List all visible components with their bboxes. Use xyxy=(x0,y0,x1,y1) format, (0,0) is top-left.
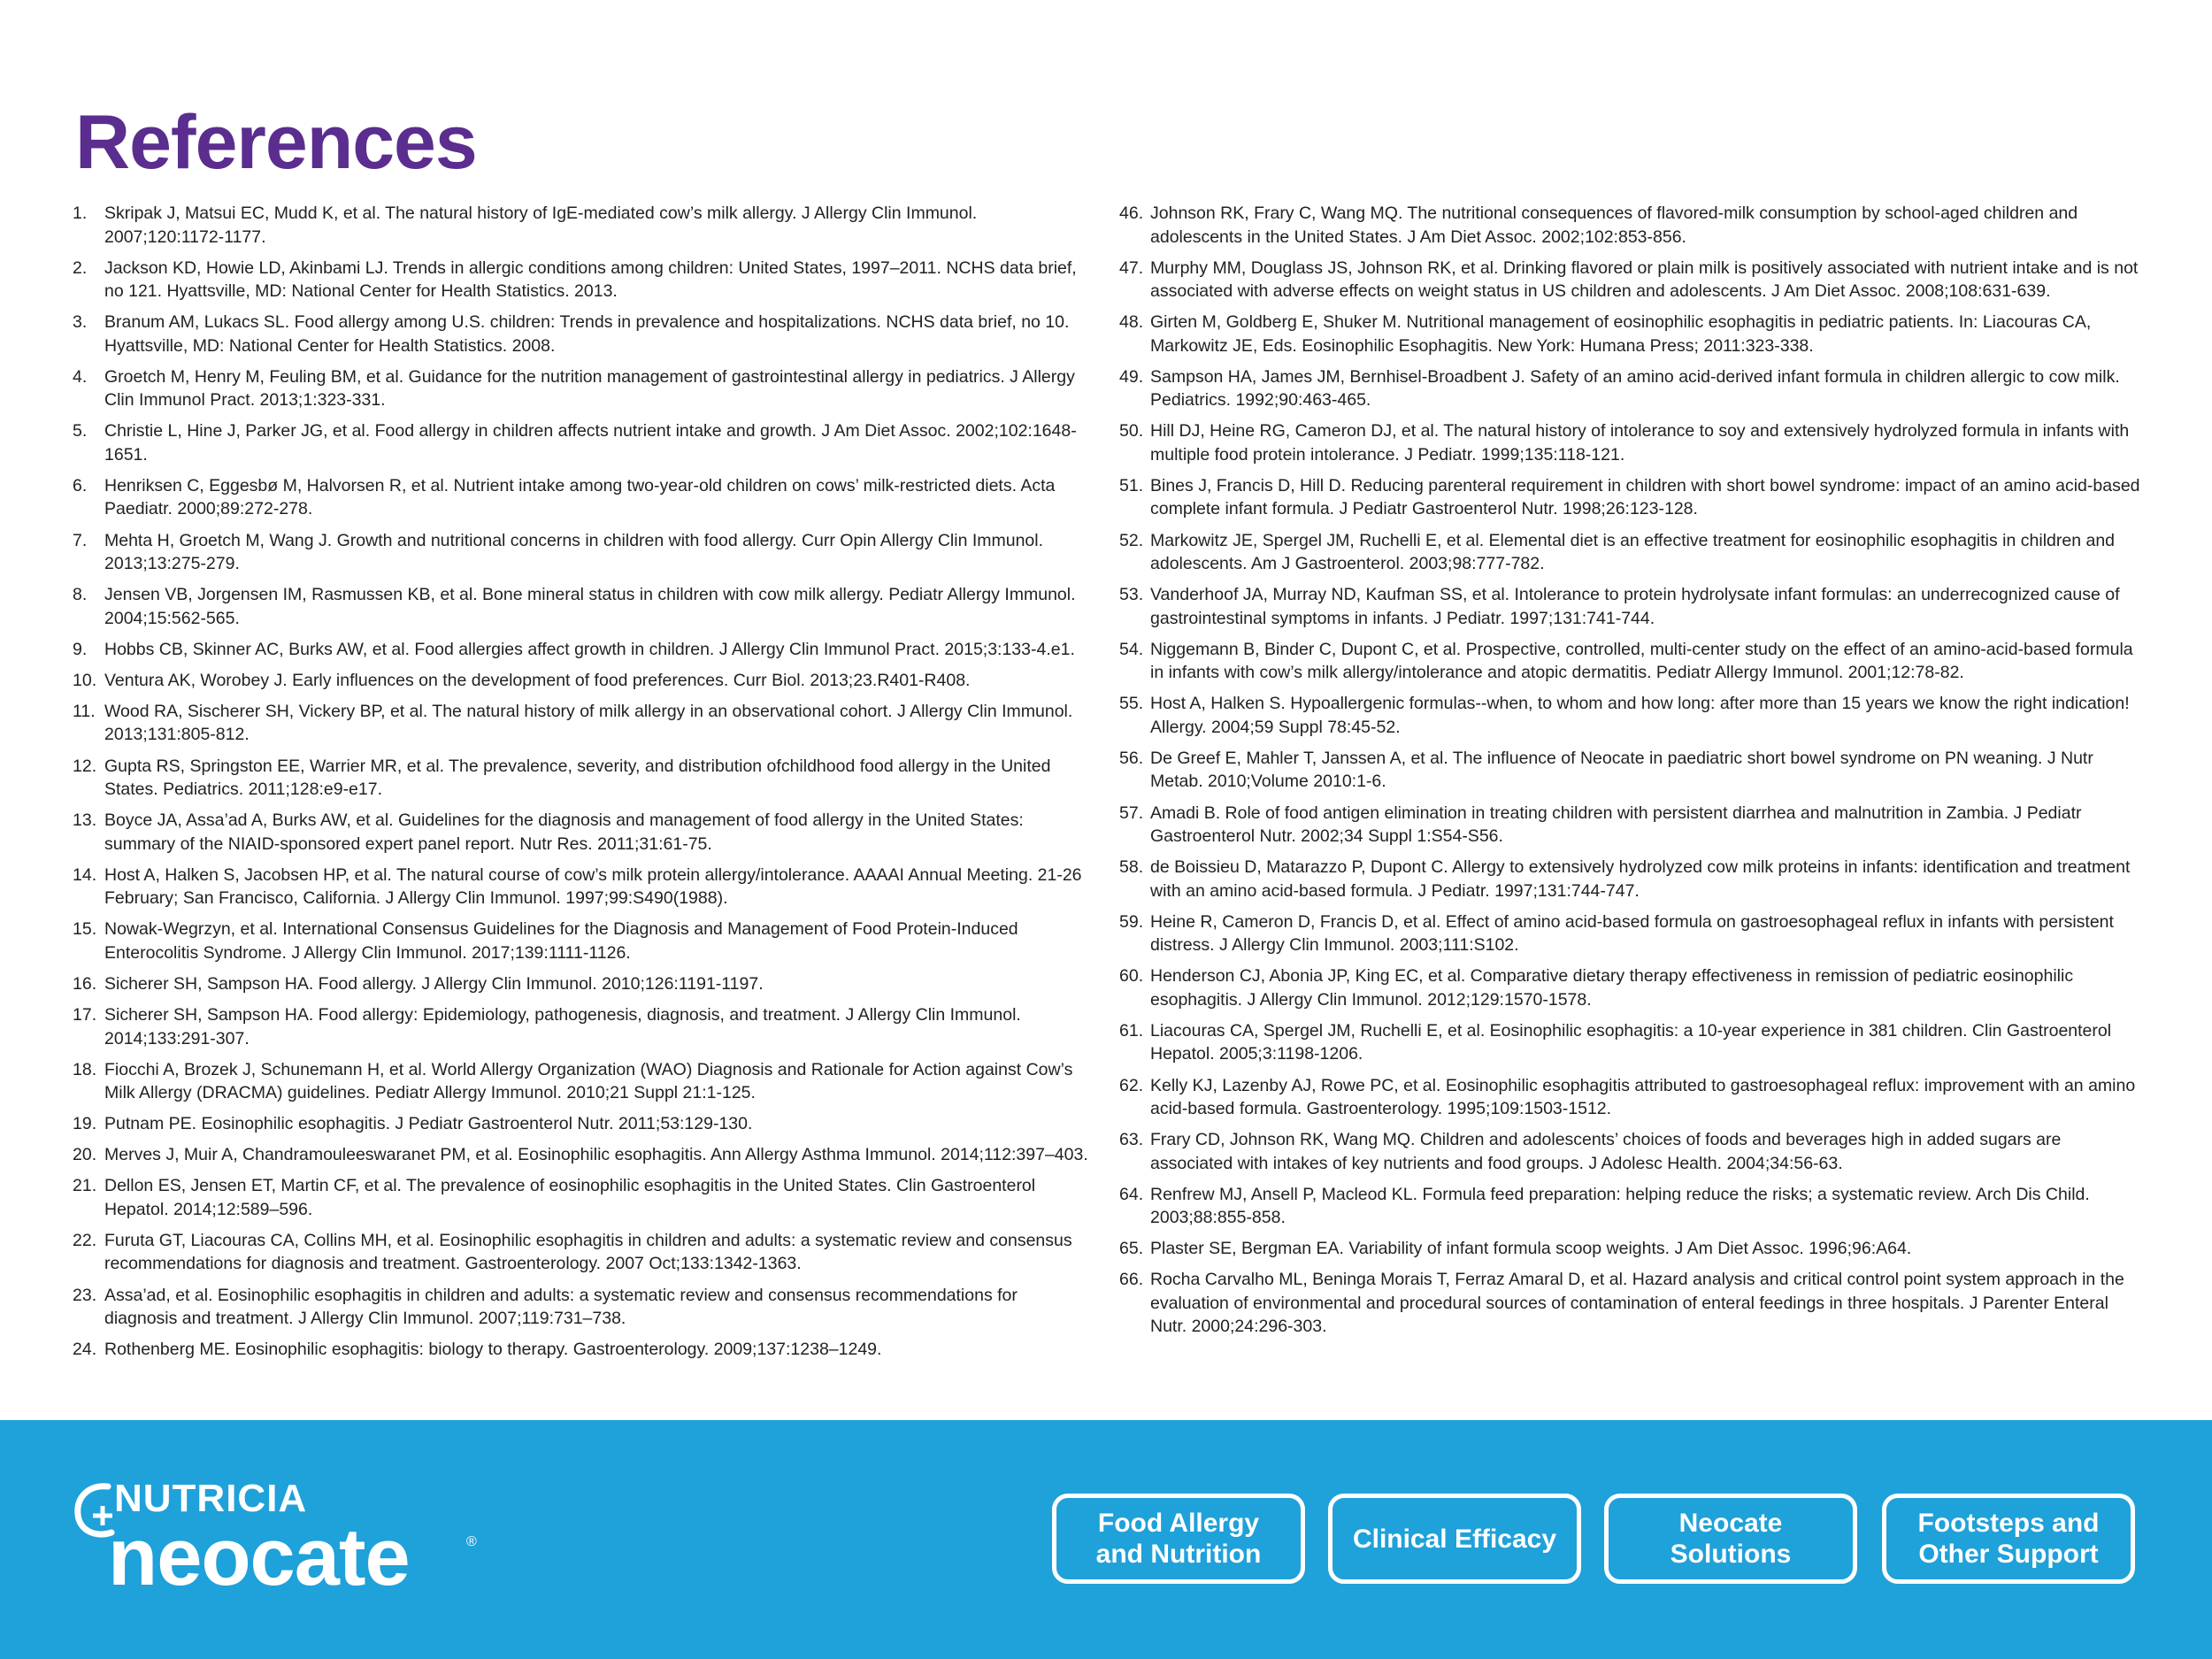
reference-item xyxy=(1119,202,2141,249)
reference-text: Rocha Carvalho ML, Beninga Morais T, Ferraz Amaral D, et al. Hazard analysis and critical control point system approach in the evaluation of environmental and procedural sources of contamination of enteral feedings in three hospitals. J Parenter Enteral Nutr. 2000;24:296-303. xyxy=(1150,1270,2124,1337)
reference-number: 59. xyxy=(1119,911,1144,932)
reference-number: 58. xyxy=(1119,857,1144,878)
reference-number: 49. xyxy=(1119,366,1144,387)
reference-text: Jensen VB, Jorgensen IM, Rasmussen KB, et al. Bone mineral status in children with cow milk allergy. Pediatr Allergy Immunol. 2004;15:562-565. xyxy=(104,585,1076,628)
reference-text: Boyce JA, Assa’ad A, Burks AW, et al. Guidelines for the diagnosis and management of food allergy in the United States: summary of the NIAID-sponsored expert panel report. Nutr Res. 2011;31:61-75. xyxy=(104,810,1024,854)
reference-item xyxy=(1119,419,2141,466)
reference-item xyxy=(73,1174,1090,1221)
reference-item xyxy=(73,529,1090,576)
reference-text: Hobbs CB, Skinner AC, Burks AW, et al. Food allergies affect growth in children. J Allergy Clin Immunol Pract. 2015;3:133-4.e1. xyxy=(104,639,1075,659)
reference-number: 17. xyxy=(73,1005,97,1025)
reference-text: Murphy MM, Douglass JS, Johnson RK, et al. Drinking flavored or plain milk is positively associated with nutrient intake and is not associated with adverse effects on weight status in US children and adolescents. J Am Diet Assoc. 2008;108:631-639. xyxy=(1150,257,2139,302)
reference-number: 57. xyxy=(1119,803,1144,823)
reference-text: Johnson RK, Frary C, Wang MQ. The nutritional consequences of flavored-milk consumption by school-aged children and adolescents in the United States. J Am Diet Assoc. 2002;102:853-856. xyxy=(1150,204,2078,247)
reference-item xyxy=(1119,802,2141,849)
reference-text: Hill DJ, Heine RG, Cameron DJ, et al. The natural history of intolerance to soy and extensively hydrolyzed formula in infants with multiple food protein intolerance. J Pediatr. 1999;135:118-121. xyxy=(1150,421,2130,465)
reference-text: Heine R, Cameron D, Francis D, et al. Effect of amino acid-based formula on gastroesophageal reflux in infants with persistent distress. J Allergy Clin Immunol. 2003;111:S102. xyxy=(1150,911,2114,956)
registered-mark: ® xyxy=(466,1534,477,1549)
reference-number: 14. xyxy=(73,864,97,885)
reference-text: Gupta RS, Springston EE, Warrier MR, et al. The prevalence, severity, and distribution ofchildhood food allergy in the United States. Pediatrics. 2011;128:e9-e17. xyxy=(104,756,1051,800)
reference-number: 48. xyxy=(1119,312,1144,333)
reference-text: Sicherer SH, Sampson HA. Food allergy. J Allergy Clin Immunol. 2010;126:1191-1197. xyxy=(104,973,764,994)
reference-text: Mehta H, Groetch M, Wang J. Growth and nutritional concerns in children with food allergy. Curr Opin Allergy Clin Immunol. 2013;13:275-279. xyxy=(104,530,1044,574)
reference-item xyxy=(73,864,1090,910)
reference-text: Liacouras CA, Spergel JM, Ruchelli E, et al. Eosinophilic esophagitis: a 10-year experience in 381 children. Clin Gastroenterol Hepatol. 2005;3:1198-1206. xyxy=(1150,1020,2112,1064)
reference-number: 2. xyxy=(73,257,88,278)
reference-number: 60. xyxy=(1119,966,1144,987)
reference-number: 53. xyxy=(1119,585,1144,605)
reference-number: 21. xyxy=(73,1176,97,1196)
reference-number: 9. xyxy=(73,639,88,659)
nav-button-label-line1: Clinical Efficacy xyxy=(1352,1524,1557,1554)
logo-product-text: neocate xyxy=(108,1512,410,1602)
reference-item xyxy=(1119,692,2141,739)
reference-number: 8. xyxy=(73,585,88,605)
references-list-right xyxy=(1119,202,2141,1346)
reference-number: 54. xyxy=(1119,639,1144,659)
reference-text: Plaster SE, Bergman EA. Variability of infant formula scoop weights. J Am Diet Assoc. 1996;96:A64. xyxy=(1150,1239,1912,1259)
reference-text: Groetch M, Henry M, Feuling BM, et al. Guidance for the nutrition management of gastrointestinal allergy in pediatrics. J Allergy Clin Immunol Pract. 2013;1:323-331. xyxy=(104,366,1075,411)
reference-text: Dellon ES, Jensen ET, Martin CF, et al. The prevalence of eosinophilic esophagitis in the United States. Clin Gastroenterol Hepatol. 2014;12:589–596. xyxy=(104,1176,1036,1219)
reference-item xyxy=(73,918,1090,964)
reference-item xyxy=(1119,910,2141,957)
reference-number: 19. xyxy=(73,1114,97,1134)
reference-item xyxy=(73,669,1090,693)
reference-number: 12. xyxy=(73,756,97,776)
reference-text: Girten M, Goldberg E, Shuker M. Nutritional management of eosinophilic esophagitis in pediatric patients. In: Liacouras CA, Markowitz JE, Eds. Eosinophilic Esophagitis. New York: Humana Press; 2011:323-338. xyxy=(1150,312,2092,356)
reference-number: 46. xyxy=(1119,204,1144,223)
reference-item xyxy=(1119,474,2141,521)
reference-number: 22. xyxy=(73,1230,97,1250)
reference-number: 62. xyxy=(1119,1075,1144,1095)
reference-number: 52. xyxy=(1119,530,1144,550)
reference-text: Host A, Halken S. Hypoallergenic formulas--when, to whom and how long: after more than 15 years we know the right indication! Allergy. 2004;59 Suppl 78:45-52. xyxy=(1150,694,2130,737)
reference-text: Putnam PE. Eosinophilic esophagitis. J Pediatr Gastroenterol Nutr. 2011;53:129-130. xyxy=(104,1114,753,1134)
reference-item xyxy=(73,755,1090,802)
logo-brand-text: NUTRICIA xyxy=(114,1477,308,1520)
nav-button-label-line2: and Nutrition xyxy=(1095,1540,1262,1569)
reference-item xyxy=(73,311,1090,357)
reference-number: 47. xyxy=(1119,257,1144,278)
references-list-left xyxy=(73,202,1090,1369)
reference-item xyxy=(73,365,1090,412)
reference-text: Host A, Halken S, Jacobsen HP, et al. The natural course of cow’s milk protein allergy/intolerance. AAAAI Annual Meeting. 21-26 February; San Francisco, California. J Allergy Clin Immunol. 1997;99:S490(1988). xyxy=(104,864,1082,909)
reference-text: Wood RA, Sischerer SH, Vickery BP, et al. The natural history of milk allergy in an observational cohort. J Allergy Clin Immunol. 2013;131:805-812. xyxy=(104,701,1073,745)
reference-number: 20. xyxy=(73,1145,97,1165)
reference-number: 24. xyxy=(73,1340,97,1360)
reference-item xyxy=(73,1003,1090,1050)
reference-text: De Greef E, Mahler T, Janssen A, et al. The influence of Neocate in paediatric short bowel syndrome on PN weaning. J Nutr Metab. 2010;Volume 2010:1-6. xyxy=(1150,748,2093,792)
page-title: References xyxy=(75,100,477,185)
reference-number: 55. xyxy=(1119,694,1144,714)
reference-text: Vanderhoof JA, Murray ND, Kaufman SS, et al. Intolerance to protein hydrolysate infant formulas: an underrecognized cause of gastrointestinal symptoms in infants. J Pediatr. 1997;131:741-744. xyxy=(1150,585,2120,628)
reference-number: 13. xyxy=(73,810,97,831)
reference-item xyxy=(73,1058,1090,1105)
reference-item xyxy=(73,474,1090,521)
reference-text: Rothenberg ME. Eosinophilic esophagitis: biology to therapy. Gastroenterology. 2009;137:1238–1249. xyxy=(104,1340,882,1360)
reference-number: 65. xyxy=(1119,1239,1144,1259)
reference-text: Henderson CJ, Abonia JP, King EC, et al. Comparative dietary therapy effectiveness in remission of pediatric eosinophilic esophagitis. J Allergy Clin Immunol. 2012;129:1570-1578. xyxy=(1150,966,2074,1010)
nav-button-label-line1: Neocate xyxy=(1678,1509,1783,1538)
reference-text: de Boissieu D, Matarazzo P, Dupont C. Allergy to extensively hydrolyzed cow milk proteins in infants: identification and treatment with an amino acid-based formula. J Pediatr. 1997;131:744-747. xyxy=(1150,857,2131,901)
reference-text: Bines J, Francis D, Hill D. Reducing parenteral requirement in children with short bowel syndrome: impact of an amino acid-based complete infant formula. J Pediatr Gastroenterol Nutr. 1998;26:123-128. xyxy=(1150,475,2140,519)
reference-item xyxy=(73,638,1090,662)
reference-text: Renfrew MJ, Ansell P, Macleod KL. Formula feed preparation: helping reduce the risks; a systematic review. Arch Dis Child. 2003;88:855-858. xyxy=(1150,1184,2090,1228)
reference-text: Christie L, Hine J, Parker JG, et al. Food allergy in children affects nutrient intake and growth. J Am Diet Assoc. 2002;102:1648-1651. xyxy=(104,421,1077,465)
reference-item xyxy=(1119,1268,2141,1339)
reference-text: Frary CD, Johnson RK, Wang MQ. Children and adolescents’ choices of foods and beverages high in added sugars are associated with intakes of key nutrients and food groups. J Adolesc Health. 2004;34:56-63. xyxy=(1150,1130,2062,1173)
reference-number: 7. xyxy=(73,530,88,550)
reference-number: 6. xyxy=(73,475,88,495)
reference-item xyxy=(73,1143,1090,1167)
reference-item xyxy=(1119,1237,2141,1261)
nav-button-label-line2: Solutions xyxy=(1670,1540,1792,1569)
reference-item xyxy=(1119,311,2141,357)
nav-button-food-allergy-nutrition[interactable] xyxy=(1052,1494,1305,1584)
reference-text: Henriksen C, Eggesbø M, Halvorsen R, et al. Nutrient intake among two-year-old children on cows’ milk-restricted diets. Acta Paediatr. 2000;89:272-278. xyxy=(104,475,1056,519)
reference-item xyxy=(73,972,1090,996)
reference-item xyxy=(1119,964,2141,1011)
reference-number: 50. xyxy=(1119,421,1144,442)
reference-text: Nowak-Wegrzyn, et al. International Consensus Guidelines for the Diagnosis and Management of Food Protein-Induced Enterocolitis Syndrome. J Allergy Clin Immunol. 2017;139:1111-1126. xyxy=(104,919,1018,963)
reference-number: 11. xyxy=(73,701,96,721)
reference-item xyxy=(73,583,1090,630)
reference-item xyxy=(1119,856,2141,902)
reference-item xyxy=(73,202,1090,249)
reference-item xyxy=(73,1112,1090,1136)
reference-text: Sicherer SH, Sampson HA. Food allergy: Epidemiology, pathogenesis, diagnosis, and treatment. J Allergy Clin Immunol. 2014;133:291-307. xyxy=(104,1005,1021,1048)
reference-text: Assa’ad, et al. Eosinophilic esophagitis in children and adults: a systematic review and consensus recommendations for diagnosis and treatment. J Allergy Clin Immunol. 2007;119:731–738. xyxy=(104,1285,1018,1329)
reference-text: Ventura AK, Worobey J. Early influences on the development of food preferences. Curr Biol. 2013;23.R401-R408. xyxy=(104,670,971,690)
nav-button-label-line1: Footsteps and xyxy=(1917,1509,2100,1538)
reference-text: Fiocchi A, Brozek J, Schunemann H, et al. World Allergy Organization (WAO) Diagnosis and Rationale for Action against Cow’s Milk Allergy (DRACMA) guidelines. Pediatr Allergy Immunol. 2010;21 Suppl 21:1-125. xyxy=(104,1059,1073,1103)
reference-item xyxy=(1119,1074,2141,1121)
reference-text: Niggemann B, Binder C, Dupont C, et al. Prospective, controlled, multi-center study on the effect of an amino-acid-based formula in infants with cow’s milk allergy/intolerance and atopic dermatitis. Pediatr Allergy Immunol. 2001;12:78-82. xyxy=(1150,639,2133,683)
reference-item xyxy=(1119,1183,2141,1230)
reference-text: Merves J, Muir A, Chandramouleeswaranet PM, et al. Eosinophilic esophagitis. Ann Allergy Asthma Immunol. 2014;112:397–403. xyxy=(104,1145,1088,1165)
reference-item xyxy=(73,700,1090,747)
reference-item xyxy=(1119,583,2141,630)
reference-item xyxy=(73,257,1090,303)
reference-number: 61. xyxy=(1119,1020,1144,1041)
reference-text: Jackson KD, Howie LD, Akinbami LJ. Trends in allergic conditions among children: United States, 1997–2011. NCHS data brief, no 121. Hyattsville, MD: National Center for Health Statistics. 2013. xyxy=(104,257,1077,302)
reference-number: 23. xyxy=(73,1285,97,1305)
reference-number: 18. xyxy=(73,1059,97,1079)
nav-button-clinical-efficacy[interactable] xyxy=(1328,1494,1581,1584)
nav-button-footsteps-support[interactable] xyxy=(1882,1494,2135,1584)
reference-item xyxy=(1119,529,2141,576)
reference-text: Amadi B. Role of food antigen elimination in treating children with persistent diarrhea and malnutrition in Zambia. J Pediatr Gastroenterol Nutr. 2002;34 Suppl 1:S54-S56. xyxy=(1150,803,2082,847)
nutricia-neocate-logo xyxy=(73,1479,488,1603)
reference-item xyxy=(73,809,1090,856)
nav-button-neocate-solutions[interactable] xyxy=(1604,1494,1857,1584)
reference-item xyxy=(73,1338,1090,1362)
reference-number: 63. xyxy=(1119,1130,1144,1150)
nav-button-label-line2: Other Support xyxy=(1918,1540,2099,1569)
reference-item xyxy=(73,419,1090,466)
reference-item xyxy=(1119,638,2141,685)
reference-item xyxy=(1119,747,2141,794)
reference-number: 10. xyxy=(73,670,97,690)
reference-text: Kelly KJ, Lazenby AJ, Rowe PC, et al. Eosinophilic esophagitis attributed to gastroesophageal reflux: improvement with an amino acid-based formula. Gastroenterology. 1995;109:1503-1512. xyxy=(1150,1075,2136,1118)
reference-number: 64. xyxy=(1119,1184,1144,1204)
reference-text: Branum AM, Lukacs SL. Food allergy among U.S. children: Trends in prevalence and hospitalizations. NCHS data brief, no 10. Hyattsville, MD: National Center for Health Statistics. 2008. xyxy=(104,312,1070,356)
reference-item xyxy=(1119,365,2141,412)
reference-item xyxy=(73,1229,1090,1276)
reference-number: 4. xyxy=(73,366,88,387)
reference-number: 1. xyxy=(73,204,88,223)
nav-button-label-line1: Food Allergy xyxy=(1097,1509,1260,1538)
reference-text: Sampson HA, James JM, Bernhisel-Broadbent J. Safety of an amino acid-derived infant formula in children allergic to cow milk. Pediatrics. 1992;90:463-465. xyxy=(1150,366,2120,411)
reference-number: 56. xyxy=(1119,748,1144,768)
reference-text: Furuta GT, Liacouras CA, Collins MH, et al. Eosinophilic esophagitis in children and adults: a systematic review and consensus recommendations for diagnosis and treatment. Gastroenterology. 2007 Oct;133:1342-1363. xyxy=(104,1230,1072,1274)
reference-number: 3. xyxy=(73,312,88,333)
reference-item xyxy=(1119,1019,2141,1066)
reference-number: 66. xyxy=(1119,1270,1144,1290)
reference-number: 5. xyxy=(73,421,88,442)
reference-text: Skripak J, Matsui EC, Mudd K, et al. The natural history of IgE-mediated cow’s milk allergy. J Allergy Clin Immunol. 2007;120:1172-1177. xyxy=(104,204,978,247)
reference-item xyxy=(1119,257,2141,303)
reference-number: 16. xyxy=(73,973,97,994)
reference-number: 15. xyxy=(73,919,97,940)
reference-number: 51. xyxy=(1119,475,1144,495)
reference-item xyxy=(73,1284,1090,1331)
reference-item xyxy=(1119,1128,2141,1175)
reference-text: Markowitz JE, Spergel JM, Ruchelli E, et al. Elemental diet is an effective treatment for eosinophilic esophagitis in children and adolescents. Am J Gastroenterol. 2003;98:777-782. xyxy=(1150,530,2116,574)
